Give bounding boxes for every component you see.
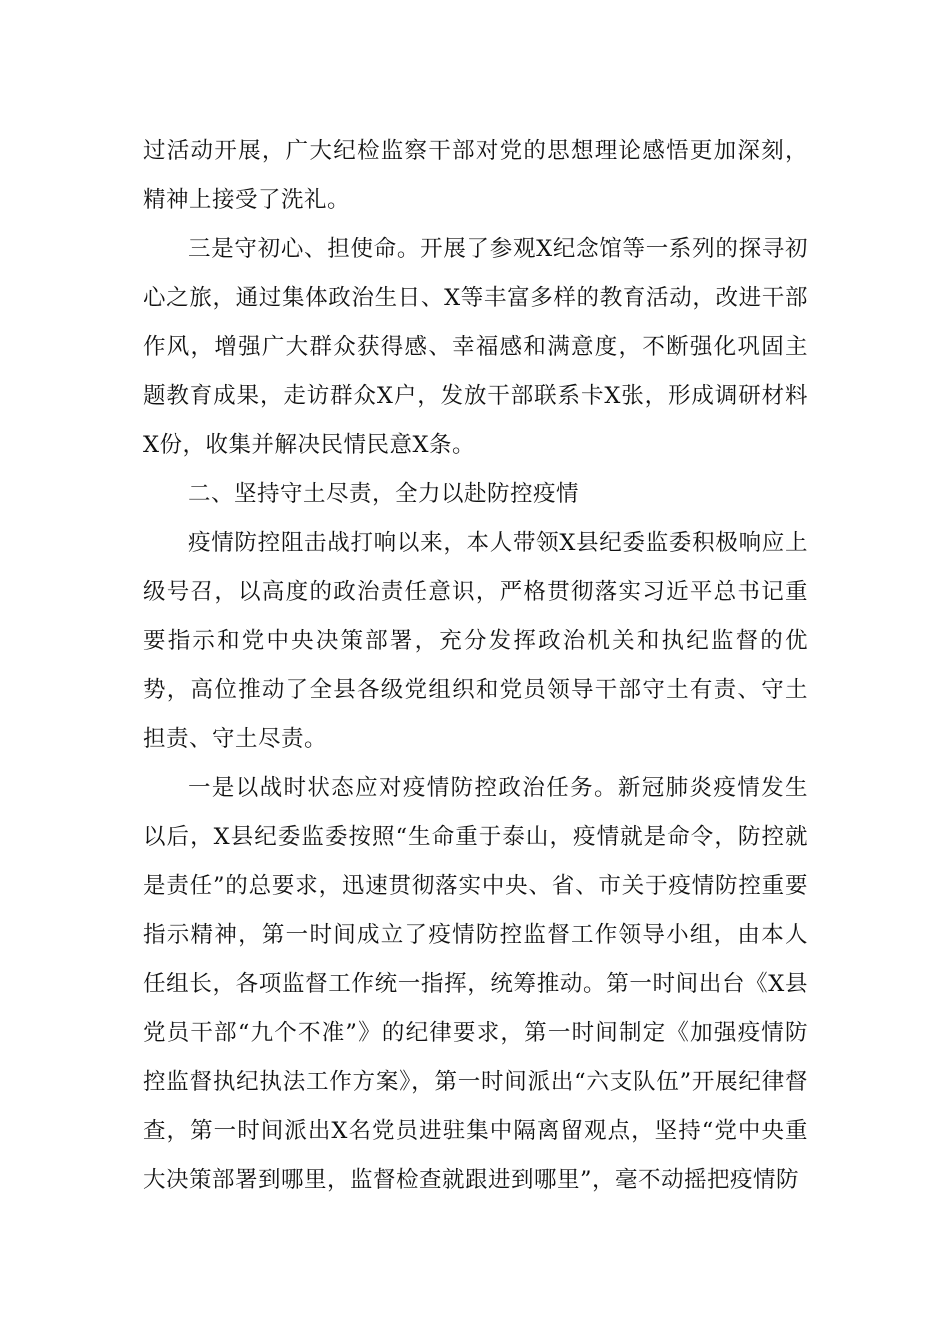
paragraph-keep-mission: 三是守初心、担使命。开展了参观X纪念馆等一系列的探寻初心之旅，通过集体政治生日、X等丰富多样的教育活动，改进干部作风，增强广大群众获得感、幸福感和满意度，不断强化巩固主题教育成果，走访群众X户，发放干部联系卡X张，形成调研材料X份，收集并解决民情民意X条。 [143, 236, 808, 458]
document-body [143, 127, 808, 1205]
paragraph-epidemic-overview: 疫情防控阻击战打响以来，本人带领X县纪委监委积极响应上级号召，以高度的政治责任意识，严格贯彻落实习近平总书记重要指示和党中央决策部署，充分发挥政治机关和执纪监督的优势，高位推动了全县各级党组织和党员领导干部守土有责、守土担责、守土尽责。 [143, 530, 808, 752]
paragraph-wartime-response: 一是以战时状态应对疫情防控政治任务。新冠肺炎疫情发生以后，X县纪委监委按照“生命重于泰山，疫情就是命令，防控就是责任”的总要求，迅速贯彻落实中央、省、市关于疫情防控重要指示精神，第一时间成立了疫情防控监督工作领导小组，由本人任组长，各项监督工作统一指挥，统筹推动。第一时间出台《X县党员干部“九个不准”》的纪律要求，第一时间制定《加强疫情防控监督执纪执法工作方案》，第一时间派出“六支队伍”开展纪律督查，第一时间派出X名党员进驻集中隔离留观点，坚持“党中央重大决策部署到哪里，监督检查就跟进到哪里”，毫不动摇把疫情防 [143, 775, 808, 1193]
section-heading-epidemic-control: 二、坚持守土尽责，全力以赴防控疫情 [188, 481, 580, 507]
paragraph-continuation: 过活动开展，广大纪检监察干部对党的思想理论感悟更加深刻，精神上接受了洗礼。 [143, 138, 808, 213]
